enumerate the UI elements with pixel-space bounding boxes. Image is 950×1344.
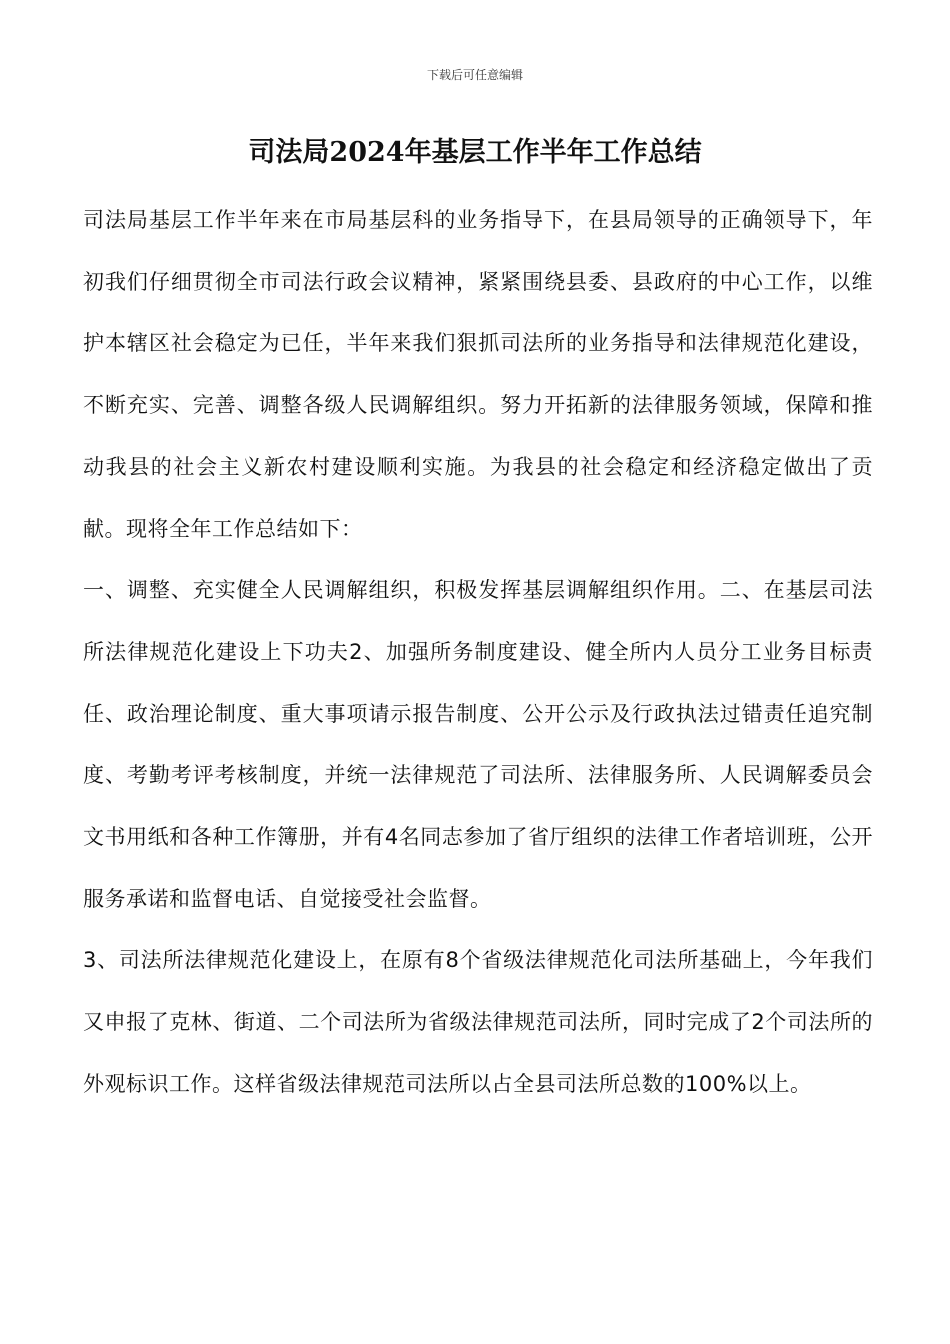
paragraph-section-one-two: 一、调整、充实健全人民调解组织，积极发挥基层调解组织作用。二、在基层司法所法律规范化建设上下功夫2、加强所务制度建设、健全所内人员分工业务目标责任、政治理论制度、重大事项请示报告制度、公开公示及行政执法过错责任追究制度、考勤考评考核制度，并统一法律规范了司法所、法律服务所、人民调解委员会文书用纸和各种工作簿册，并有4名同志参加了省厅组织的法律工作者培训班，公开服务承诺和监督电话、自觉接受社会监督。	[83, 578, 873, 911]
document-body	[83, 190, 873, 1116]
paragraph-section-three: 3、司法所法律规范化建设上，在原有8个省级法律规范化司法所基础上，今年我们又申报了克林、街道、二个司法所为省级法律规范司法所，同时完成了2个司法所的外观标识工作。这样省级法律规范司法所以占全县司法所总数的100%以上。	[83, 948, 873, 1096]
document-title: 司法局2024年基层工作半年工作总结	[248, 137, 702, 168]
paragraph-intro: 司法局基层工作半年来在市局基层科的业务指导下，在县局领导的正确领导下，年初我们仔细贯彻全市司法行政会议精神，紧紧围绕县委、县政府的中心工作，以维护本辖区社会稳定为已任，半年来我们狠抓司法所的业务指导和法律规范化建设，不断充实、完善、调整各级人民调解组织。努力开拓新的法律服务领域，保障和推动我县的社会主义新农村建设顺利实施。为我县的社会稳定和经济稳定做出了贡献。现将全年工作总结如下：	[83, 208, 873, 541]
page-header-note: 下载后可任意编辑	[426, 68, 523, 82]
